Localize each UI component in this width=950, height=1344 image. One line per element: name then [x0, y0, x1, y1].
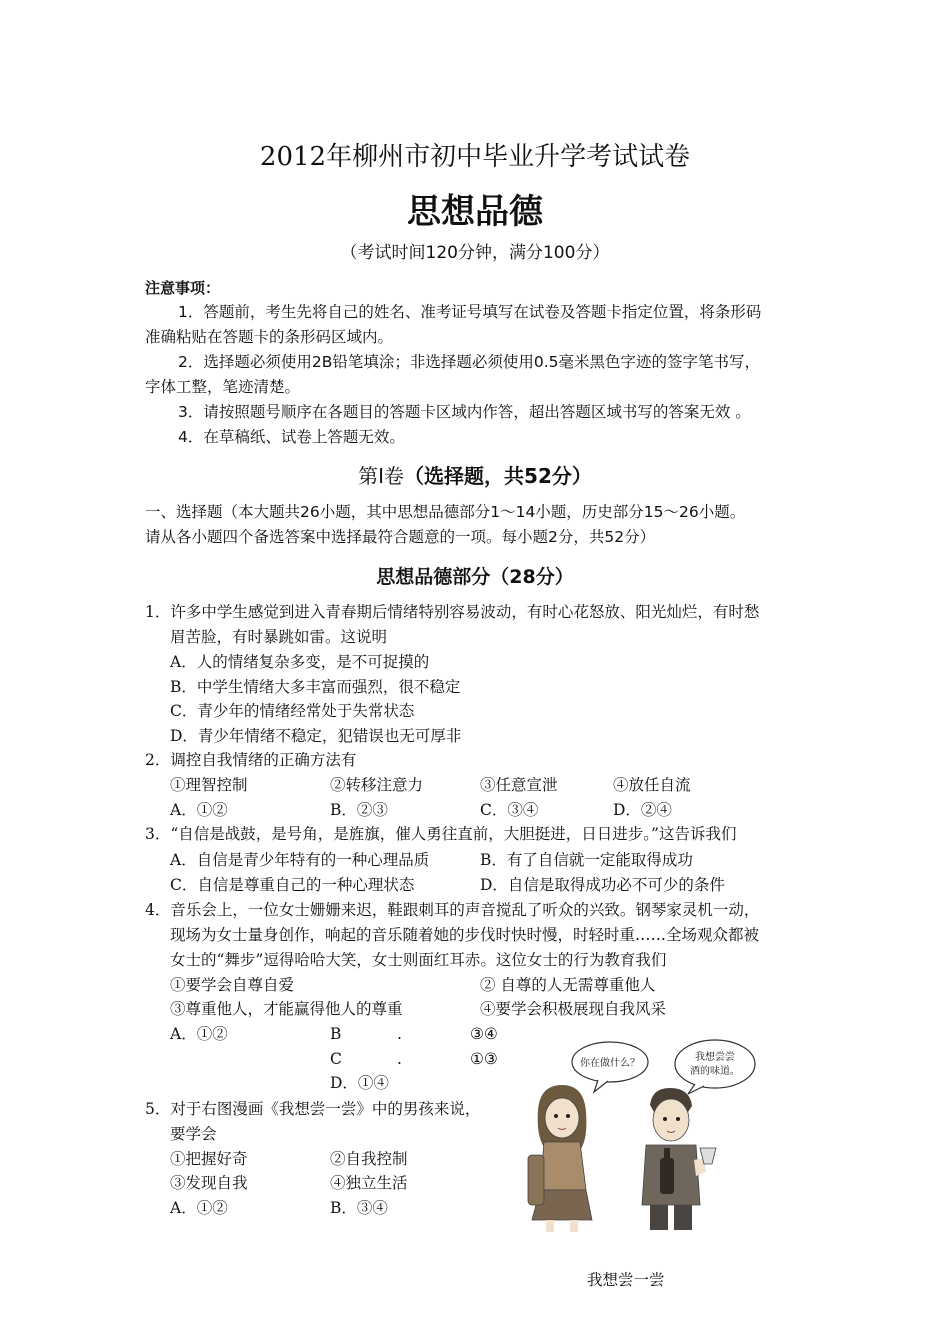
section-1-title — [0, 460, 950, 489]
boy-figure — [642, 1088, 716, 1230]
boy-speech-bubble — [675, 1040, 755, 1088]
q4-option-c-dot: . — [397, 1050, 402, 1068]
q4-option-b-value: ③④ — [470, 1025, 498, 1043]
q2-option-d: D．②④ — [613, 801, 672, 819]
q1-option-a: A．人的情绪复杂多变，是不可捉摸的 — [170, 653, 430, 671]
section-1-intro-line-1: 一、选择题（本大题共26小题，其中思想品德部分1～14小题，历史部分15～26小题。 — [145, 503, 746, 521]
q4-option-c-letter: C — [330, 1050, 342, 1068]
q4-stem-line-2: 现场为女士量身创作，响起的音乐随着她的步伐时快时慢，时轻时重……全场观众都被 — [170, 926, 760, 944]
q5-statement-1: ①把握好奇 — [170, 1150, 248, 1168]
note-1-line-1: 1．答题前，考生先将自己的姓名、准考证号填写在试卷及答题卡指定位置，将条形码 — [178, 303, 762, 321]
q4-stem-line-3: 女士的“舞步”逗得哈哈大笑，女士则面红耳赤。这位女士的行为教育我们 — [170, 951, 667, 969]
note-2-line-2: 字体工整，笔迹清楚。 — [145, 378, 301, 396]
section-1-main: （选择题，共52分） — [404, 464, 592, 488]
cartoon-caption: 我想尝一尝 — [587, 1271, 665, 1289]
q5-stem-line-2: 要学会 — [170, 1125, 217, 1143]
section-1-intro-line-2: 请从各小题四个备选答案中选择最符合题意的一项。每小题2分，共52分） — [145, 528, 656, 546]
q3-stem: 3．“自信是战鼓，是号角，是旌旗，催人勇往直前，大胆挺进，日日进步。”这告诉我们 — [145, 825, 737, 843]
exam-info: （考试时间120分钟，满分100分） — [340, 243, 610, 263]
q1-stem-line-2: 眉苦脸，有时暴跳如雷。这说明 — [170, 628, 388, 646]
boy-bubble-text-2: 酒的味道。 — [690, 1066, 740, 1077]
section-1-prefix: 第Ⅰ卷 — [358, 464, 405, 488]
q3-option-b: B．有了自信就一定能取得成功 — [480, 851, 693, 869]
q2-statement-1: ①理智控制 — [170, 776, 248, 794]
q1-option-c: C．青少年的情绪经常处于失常状态 — [170, 702, 415, 720]
bottle-icon — [660, 1158, 674, 1194]
cartoon-illustration — [520, 1030, 770, 1235]
q3-option-d: D．自信是取得成功必不可少的条件 — [480, 876, 725, 894]
exam-title: 2012年柳州市初中毕业升学考试试卷 — [259, 142, 691, 172]
q2-option-c: C．③④ — [480, 801, 539, 819]
q5-statement-2: ②自我控制 — [330, 1150, 408, 1168]
girl-bubble-text: 你在做什么？ — [580, 1058, 640, 1069]
note-3: 3．请按照题号顺序在各题目的答题卡区域内作答，超出答题区域书写的答案无效 。 — [178, 403, 751, 421]
girl-figure — [528, 1085, 592, 1232]
q4-statement-3: ③尊重他人，才能赢得他人的尊重 — [170, 1000, 403, 1018]
q3-option-c: C．自信是尊重自己的一种心理状态 — [170, 876, 415, 894]
q2-statement-2: ②转移注意力 — [330, 776, 424, 794]
q4-statement-1: ①要学会自尊自爱 — [170, 976, 295, 994]
notes-heading: 注意事项： — [145, 279, 221, 297]
q4-statement-2: ② 自尊的人无需尊重他人 — [480, 976, 656, 994]
q2-option-a: A．①② — [170, 801, 228, 819]
q4-option-c-value: ①③ — [470, 1050, 498, 1068]
q4-option-d: D．①④ — [330, 1074, 389, 1092]
q5-statement-4: ④独立生活 — [330, 1174, 408, 1192]
note-4: 4．在草稿纸、试卷上答题无效。 — [178, 428, 405, 446]
q5-stem-line-1: 5．对于右图漫画《我想尝一尝》中的男孩来说， — [145, 1100, 481, 1118]
note-1-line-2: 准确粘贴在答题卡的条形码区域内。 — [145, 328, 394, 346]
q2-stem: 2．调控自我情绪的正确方法有 — [145, 751, 357, 769]
q2-option-b: B．②③ — [330, 801, 388, 819]
q4-option-b-letter: B — [330, 1025, 342, 1043]
q5-option-a: A．①② — [170, 1199, 228, 1217]
part-title: 思想品德部分（28分） — [376, 566, 574, 588]
q3-option-a: A．自信是青少年特有的一种心理品质 — [170, 851, 430, 869]
q1-option-b: B．中学生情绪大多丰富而强烈，很不稳定 — [170, 678, 461, 696]
q4-option-b-dot: . — [397, 1025, 402, 1043]
q4-option-a: A．①② — [170, 1025, 228, 1043]
boy-bubble-text-1: 我想尝尝 — [695, 1052, 735, 1063]
q1-stem-line-1: 1．许多中学生感觉到进入青春期后情绪特别容易波动，有时心花怒放、阳光灿烂，有时愁 — [145, 603, 760, 621]
note-2-line-1: 2．选择题必须使用2B铅笔填涂；非选择题必须使用0.5毫米黑色字迹的签字笔书写， — [178, 353, 761, 371]
q5-statement-3: ③发现自我 — [170, 1174, 248, 1192]
q2-statement-3: ③任意宣泄 — [480, 776, 558, 794]
q1-option-d: D．青少年情绪不稳定，犯错误也无可厚非 — [170, 727, 462, 745]
subject-title: 思想品德 — [407, 192, 543, 232]
q4-stem-line-1: 4．音乐会上，一位女士姗姗来迟，鞋跟刺耳的声音搅乱了听众的兴致。钢琴家灵机一动， — [145, 901, 760, 919]
q5-option-b: B．③④ — [330, 1199, 388, 1217]
q4-statement-4: ④要学会积极展现自我风采 — [480, 1000, 667, 1018]
q2-statement-4: ④放任自流 — [613, 776, 691, 794]
